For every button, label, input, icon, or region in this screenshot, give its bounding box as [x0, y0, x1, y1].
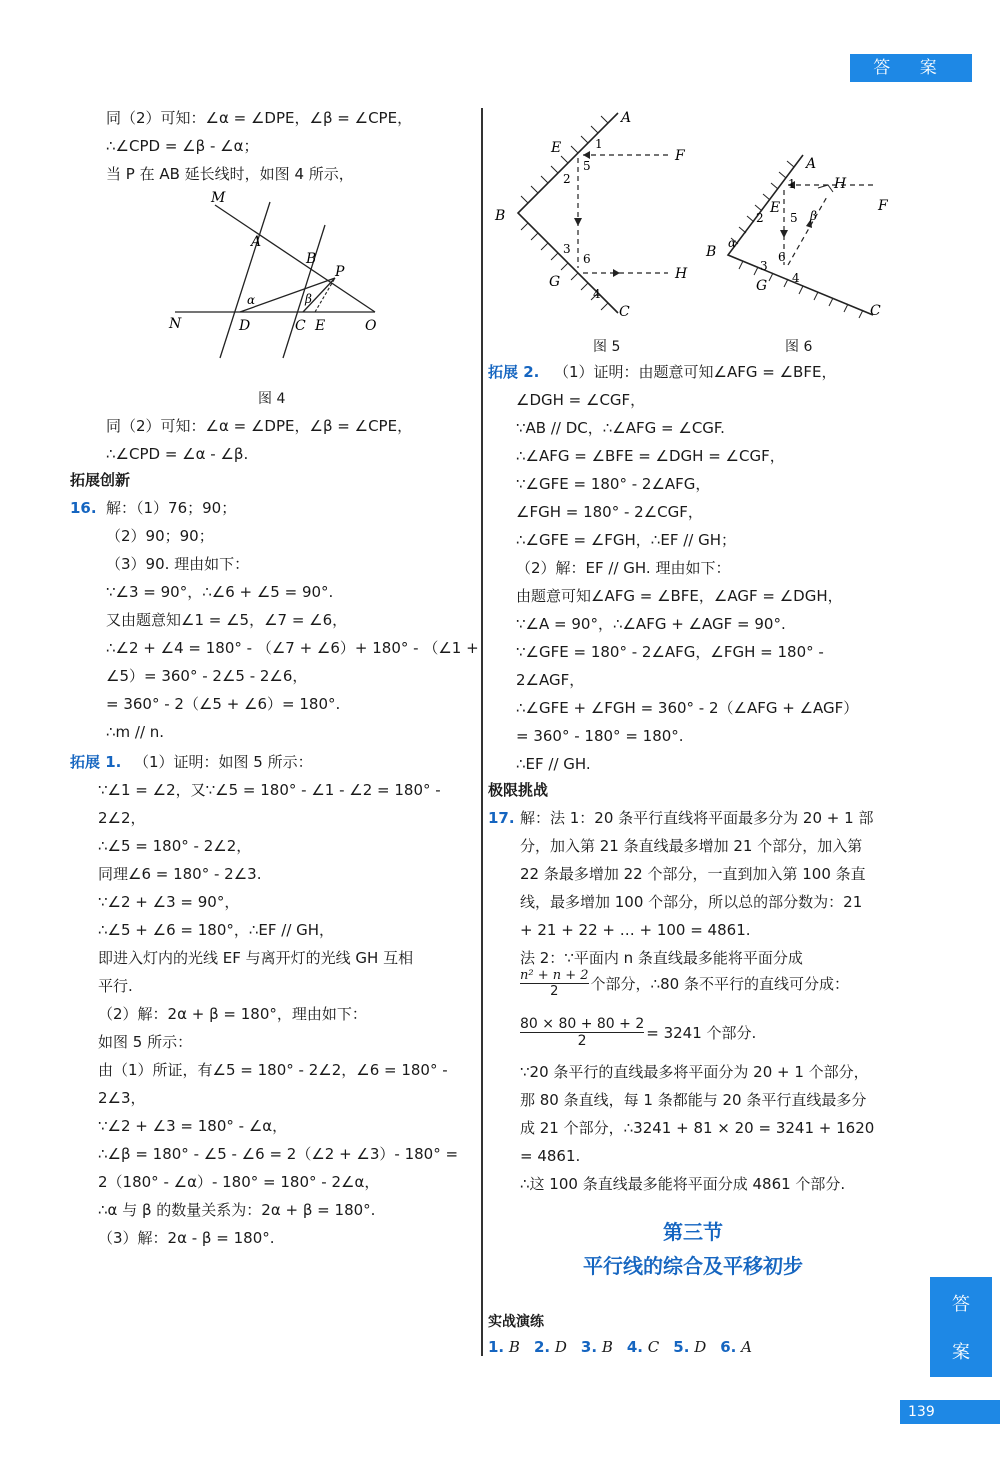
text-line: ∵∠GFE = 180° - 2∠AFG，∠FGH = 180° -: [516, 643, 824, 661]
text-line: ∴∠5 + ∠6 = 180°，∴EF // GH，: [98, 921, 335, 939]
label-h: H: [675, 266, 688, 282]
arrowhead-2: [780, 230, 788, 238]
label-alpha: α: [728, 236, 737, 250]
arrowhead-1: [583, 151, 590, 159]
question-16-label: 16.: [70, 499, 97, 517]
label-1: 1: [788, 177, 796, 191]
text-line: ∴∠CPD = ∠β - ∠α；: [106, 137, 259, 155]
label-b: B: [706, 244, 717, 260]
label-b: B: [495, 208, 506, 224]
text-line: 那 80 条直线，每 1 条都能与 20 条平行直线最多分: [520, 1091, 867, 1109]
text-line: = 360° - 180° = 180°.: [516, 727, 684, 745]
text-line: 同（2）可知：∠α = ∠DPE，∠β = ∠CPE，: [106, 109, 413, 127]
label-beta: β: [810, 209, 817, 223]
question-17-label: 17.: [488, 809, 515, 827]
text-line: 由题意可知∠AFG = ∠BFE，∠AGF = ∠DGH，: [516, 587, 843, 605]
label-e: E: [315, 318, 326, 334]
line-bc: [283, 225, 325, 358]
text-line: 即进入灯内的光线 EF 与离开灯的光线 GH 互相: [98, 949, 414, 967]
text-line: = 4861.: [520, 1147, 581, 1165]
text-line: ∵∠3 = 90°，∴∠6 + ∠5 = 90°.: [106, 583, 334, 601]
label-b: B: [306, 251, 317, 267]
text-line: ∴∠β = 180° - ∠5 - ∠6 = 2（∠2 + ∠3）- 180° =: [98, 1145, 459, 1163]
label-5: 5: [790, 211, 798, 225]
text-line: ∵AB // DC，∴∠AFG = ∠CGF.: [516, 419, 725, 437]
label-h: H: [834, 176, 847, 192]
label-g: G: [549, 274, 561, 290]
answer-item: 5. D: [673, 1338, 707, 1356]
text-line: 线，最多增加 100 个部分，所以总的部分数为：21: [520, 893, 863, 911]
text-line: 同理∠6 = 180° - 2∠3.: [98, 865, 262, 883]
text-line: 解：法 1：20 条平行直线将平面最多分为 20 + 1 部: [520, 809, 874, 827]
fraction-2-numerator: 80 × 80 + 80 + 2: [520, 1016, 645, 1032]
angle-arc-h: [818, 185, 833, 192]
mirror-path: [518, 113, 618, 313]
text-line: 2∠2，: [98, 809, 146, 827]
side-tab-char-2: 案: [952, 1342, 970, 1363]
section-heading: 拓展创新: [70, 471, 131, 489]
text-line: 当 P 在 AB 延长线时，如图 4 所示，: [106, 165, 354, 183]
section-title: 平行线的综合及平移初步: [583, 1254, 803, 1278]
text-line: （3）解：2α - β = 180°.: [98, 1229, 275, 1247]
ray-gh: [788, 195, 828, 265]
label-2: 2: [756, 211, 764, 225]
figure-5: [493, 108, 703, 323]
label-5: 5: [583, 159, 591, 173]
text-line: ∵∠A = 90°，∴∠AFG + ∠AGF = 90°.: [516, 615, 786, 633]
text-line: （1）证明：由题意可知∠AFG = ∠BFE，: [554, 363, 837, 381]
text-line: 2∠AGF，: [516, 671, 585, 689]
label-c: C: [295, 318, 306, 334]
text-line: ∵∠GFE = 180° - 2∠AFG，: [516, 475, 711, 493]
fraction-2: [520, 1016, 756, 1049]
arrowhead-2: [574, 218, 582, 226]
text-line: ∵20 条平行的直线最多将平面分为 20 + 1 个部分，: [520, 1063, 869, 1081]
text-line: 如图 5 所示：: [98, 1033, 193, 1051]
text-line: ∠5）= 360° - 2∠5 - 2∠6，: [106, 667, 308, 685]
fraction-2-denominator: 2: [520, 1032, 644, 1049]
text-line: 法 2：∵平面内 n 条直线最多能将平面分成: [520, 949, 803, 967]
label-f: F: [675, 148, 685, 164]
answer-tab-side: [930, 1277, 992, 1377]
column-divider: [481, 108, 483, 1356]
label-alpha: α: [247, 293, 256, 307]
text-line: ∴∠GFE = ∠FGH，∴EF // GH；: [516, 531, 736, 549]
answer-item: 2. D: [533, 1338, 567, 1356]
label-c: C: [619, 304, 630, 320]
label-3: 3: [563, 242, 571, 256]
text-line: ∴∠2 + ∠4 = 180° - （∠7 + ∠6）+ 180° - （∠1 +: [106, 639, 479, 657]
text-line: 由（1）所证，有∠5 = 180° - 2∠2，∠6 = 180° -: [98, 1061, 448, 1079]
label-m: M: [211, 190, 226, 206]
text-line: 2∠3，: [98, 1089, 146, 1107]
figure-4-caption: 图 4: [258, 391, 286, 407]
text-line: + 21 + 22 + … + 100 = 4861.: [520, 921, 751, 939]
text-line: 同（2）可知：∠α = ∠DPE，∠β = ∠CPE，: [106, 417, 413, 435]
label-a: A: [621, 110, 632, 126]
text-line: （2）解：EF // GH. 理由如下：: [516, 559, 731, 577]
text-line: 成 21 个部分，∴3241 + 81 × 20 = 3241 + 1620: [520, 1119, 875, 1137]
figure-6-caption: 图 6: [785, 339, 813, 355]
text-line: （2）解：2α + β = 180°，理由如下：: [98, 1005, 367, 1023]
label-3: 3: [760, 259, 768, 273]
challenge-heading: 极限挑战: [488, 781, 549, 799]
page-number: 139: [900, 1400, 1000, 1424]
fraction-1-numerator: n² + n + 2: [520, 968, 589, 983]
fraction-2-tail: = 3241 个部分.: [646, 1024, 757, 1042]
text-line: ∵∠2 + ∠3 = 90°，: [98, 893, 240, 911]
text-line: 又由题意知∠1 = ∠5，∠7 = ∠6，: [106, 611, 348, 629]
text-line: 分，加入第 21 条直线最多增加 21 个部分，加入第: [520, 837, 863, 855]
text-line: ∵∠2 + ∠3 = 180° - ∠α，: [98, 1117, 288, 1135]
section-number: 第三节: [663, 1220, 723, 1244]
label-e: E: [770, 200, 781, 216]
extension-2-label: 拓展 2.: [488, 363, 540, 381]
label-g: G: [756, 278, 768, 294]
text-line: ∴∠CPD = ∠α - ∠β.: [106, 445, 249, 463]
label-2: 2: [563, 172, 571, 186]
label-d: D: [239, 318, 251, 334]
text-line: ∴∠5 = 180° - 2∠2，: [98, 837, 252, 855]
answer-list: [488, 1338, 752, 1356]
text-line: 2（180° - ∠α）- 180° = 180° - 2∠α，: [98, 1173, 380, 1191]
text-line: 平行.: [98, 977, 133, 995]
figure-5-caption: 图 5: [593, 339, 621, 355]
label-4: 4: [593, 287, 601, 301]
label-e: E: [551, 140, 562, 156]
answer-item: 3. B: [580, 1338, 613, 1356]
text-line: ∴α 与 β 的数量关系为：2α + β = 180°.: [98, 1201, 376, 1219]
text-line: ∵∠1 = ∠2，又∵∠5 = 180° - ∠1 - ∠2 = 180° -: [98, 781, 441, 799]
answer-item: 4. C: [626, 1338, 660, 1356]
text-line: （2）90；90；: [106, 527, 214, 545]
fraction-1-tail: 个部分，∴80 条不平行的直线可分成：: [590, 975, 849, 993]
fraction-1-denominator: 2: [520, 983, 589, 999]
label-beta: β: [305, 292, 312, 306]
label-o: O: [365, 318, 377, 334]
text-line: 解：（1）76；90；: [106, 499, 237, 517]
label-4: 4: [792, 271, 800, 285]
figure-6: [698, 150, 898, 325]
text-line: ∴EF // GH.: [516, 755, 591, 773]
text-line: ∴这 100 条直线最多能将平面分成 4861 个部分.: [520, 1175, 846, 1193]
label-c: C: [870, 303, 881, 319]
answer-item: 6. A: [720, 1338, 752, 1356]
figure-4: [165, 190, 395, 360]
label-p: P: [335, 264, 345, 280]
label-a: A: [806, 156, 817, 172]
practice-heading: 实战演练: [488, 1314, 544, 1330]
extension-1-label: 拓展 1.: [70, 753, 122, 771]
answer-tab-top: 答 案: [850, 54, 972, 82]
label-a: A: [251, 234, 262, 250]
text-line: ∠FGH = 180° - 2∠CGF，: [516, 503, 703, 521]
text-line: 22 条最多增加 22 个部分，一直到加入第 100 条直: [520, 865, 866, 883]
label-n: N: [169, 316, 182, 332]
text-line: = 360° - 2（∠5 + ∠6）= 180°.: [106, 695, 341, 713]
label-1: 1: [595, 137, 603, 151]
text-line: ∴∠GFE + ∠FGH = 360° - 2（∠AFG + ∠AGF）: [516, 699, 859, 717]
label-f: F: [878, 198, 888, 214]
text-line: ∴∠AFG = ∠BFE = ∠DGH = ∠CGF，: [516, 447, 785, 465]
text-line: ∠DGH = ∠CGF，: [516, 391, 646, 409]
label-6: 6: [583, 252, 591, 266]
answer-item: 1. B: [488, 1338, 520, 1356]
side-tab-char-1: 答: [952, 1294, 970, 1315]
text-line: （3）90. 理由如下：: [106, 555, 250, 573]
fraction-1: [520, 968, 849, 999]
text-line: （1）证明：如图 5 所示：: [134, 753, 313, 771]
arrowhead-3: [613, 269, 620, 277]
text-line: ∴m // n.: [106, 723, 165, 741]
line-mo: [215, 205, 375, 312]
label-6: 6: [778, 250, 786, 264]
